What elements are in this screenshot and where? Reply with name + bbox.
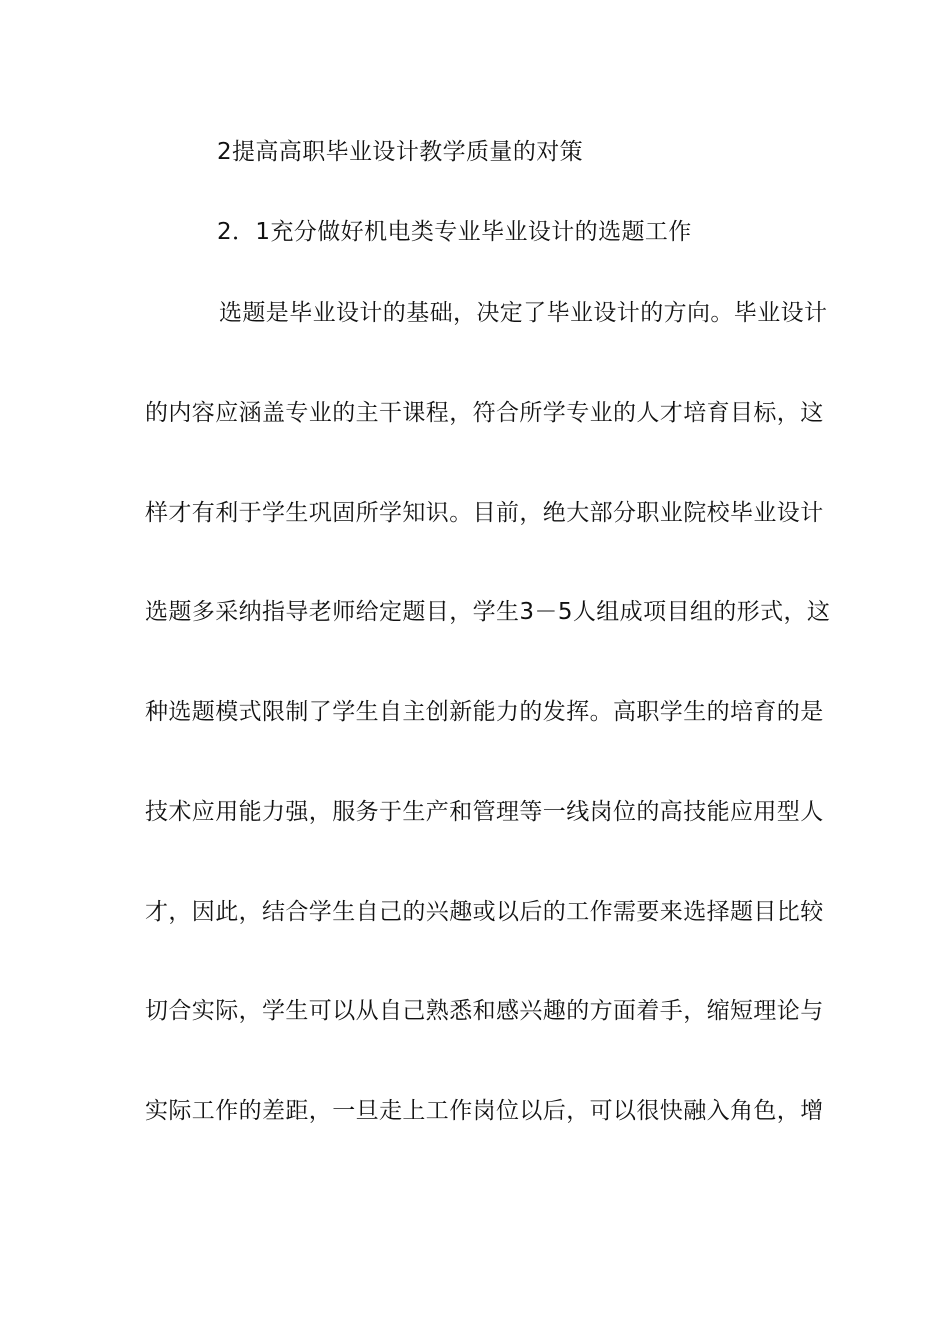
paragraph-line: 种选题模式限制了学生自主创新能力的发挥。高职学生的培育的是 [145, 699, 824, 725]
subsection-heading: 2．1充分做好机电类专业毕业设计的选题工作 [217, 219, 692, 245]
paragraph-line: 才，因此，结合学生自己的兴趣或以后的工作需要来选择题目比较 [145, 899, 824, 925]
section-heading: 2提高高职毕业设计教学质量的对策 [217, 139, 584, 165]
paragraph-line: 选题多采纳指导老师给定题目，学生3－5人组成项目组的形式，这 [145, 599, 831, 625]
paragraph-line: 实际工作的差距，一旦走上工作岗位以后，可以很快融入角色，增 [145, 1098, 824, 1124]
paragraph-line: 选题是毕业设计的基础，决定了毕业设计的方向。毕业设计 [219, 300, 828, 326]
paragraph-line: 样才有利于学生巩固所学知识。目前，绝大部分职业院校毕业设计 [145, 500, 824, 526]
paragraph-line: 技术应用能力强，服务于生产和管理等一线岗位的高技能应用型人 [145, 799, 824, 825]
paragraph-line: 切合实际，学生可以从自己熟悉和感兴趣的方面着手，缩短理论与 [145, 998, 824, 1024]
paragraph-line: 的内容应涵盖专业的主干课程，符合所学专业的人才培育目标，这 [145, 400, 824, 426]
